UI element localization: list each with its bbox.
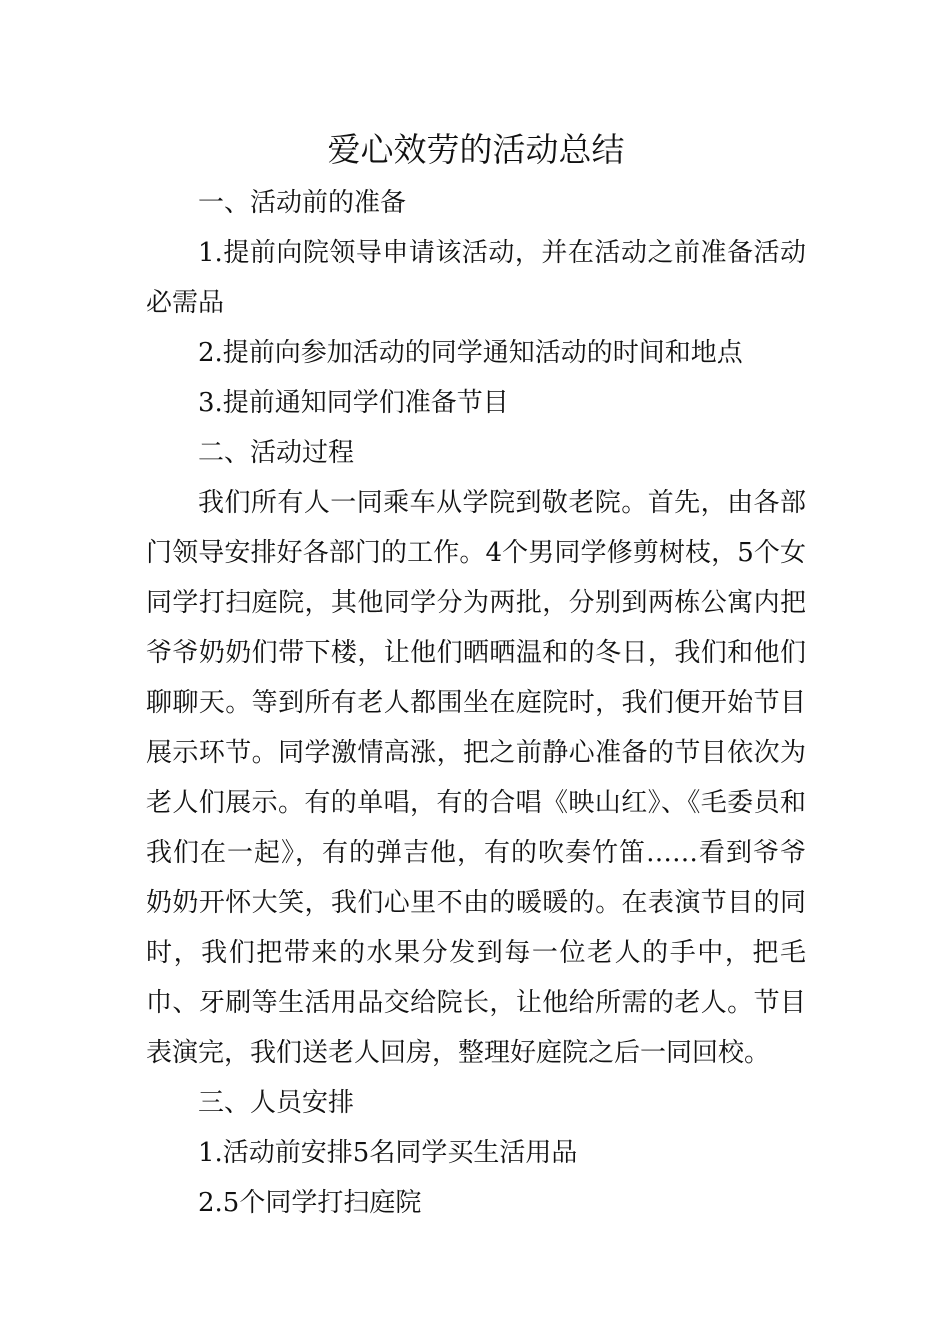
paragraph-process-body: 我们所有人一同乘车从学院到敬老院。首先，由各部门领导安排好各部门的工作。4个男同学修剪树枝，5个女同学打扫庭院，其他同学分为两批，分别到两栋公寓内把爷爷奶奶们带下楼，让他们晒晒温和的冬日，我们和他们聊聊天。等到所有老人都围坐在庭院时，我们便开始节目展示环节。同学激情高涨，把之前静心准备的节目依次为老人们展示。有的单唱，有的合唱《映山红》、《毛委员和我们在一起》，有的弹吉他，有的吹奏竹笛……看到爷爷奶奶开怀大笑，我们心里不由的暖暖的。在表演节目的同时，我们把带来的水果分发到每一位老人的手中，把毛巾、牙刷等生活用品交给院长，让他给所需的老人。节目表演完，我们送老人回房，整理好庭院之后一同回校。 xyxy=(146,488,806,1068)
paragraph-staff-item-1: 1.活动前安排5名同学买生活用品 xyxy=(198,1138,578,1168)
paragraph-item-1: 1.提前向院领导申请该活动，并在活动之前准备活动必需品 xyxy=(146,238,806,318)
section-heading-process: 二、活动过程 xyxy=(198,438,355,468)
paragraph-item-3: 3.提前通知同学们准备节目 xyxy=(198,388,509,418)
section-heading-staffing: 三、人员安排 xyxy=(198,1088,355,1118)
paragraph-staff-item-2: 2.5个同学打扫庭院 xyxy=(198,1188,422,1218)
paragraph-item-2: 2.提前向参加活动的同学通知活动的时间和地点 xyxy=(198,338,743,368)
section-heading-preparation: 一、活动前的准备 xyxy=(198,188,407,218)
document-body xyxy=(146,122,806,1228)
document-title: 爱心效劳的活动总结 xyxy=(327,130,625,169)
